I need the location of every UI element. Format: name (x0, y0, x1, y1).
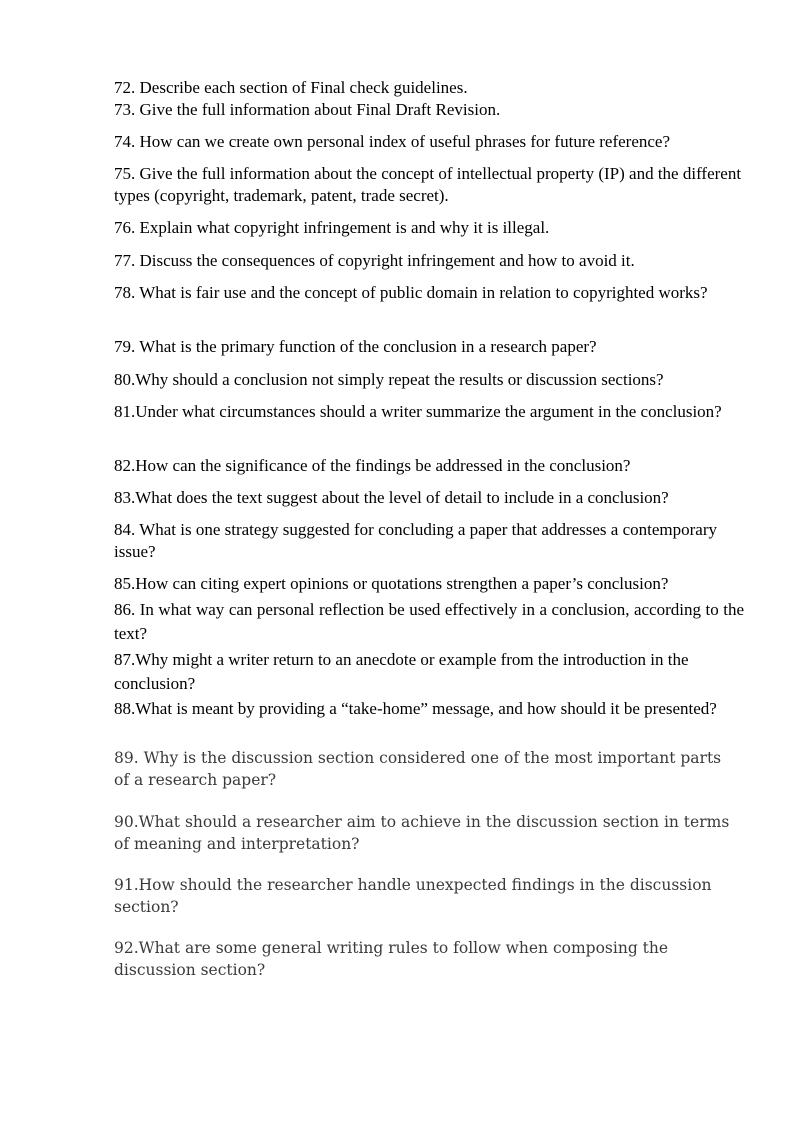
question-92: 92.What are some general writing rules to follow when composing the discussion section? (114, 939, 669, 979)
question-81: 81.Under what circumstances should a writer summarize the argument in the conclusion? (114, 402, 722, 421)
question-83: 83.What does the text suggest about the level of detail to include in a conclusion? (114, 488, 669, 507)
question-72: 72. Describe each section of Final check guidelines. (114, 78, 468, 97)
question-85: 85.How can citing expert opinions or quotations strengthen a paper’s conclusion? (114, 574, 669, 593)
question-76: 76. Explain what copyright infringement is and why it is illegal. (114, 218, 550, 237)
question-90: 90.What should a researcher aim to achieve in the discussion section in terms of meaning and interpretation? (114, 813, 730, 853)
question-80: 80.Why should a conclusion not simply repeat the results or discussion sections? (114, 370, 664, 389)
question-91: 91.How should the researcher handle unexpected findings in the discussion section? (114, 876, 712, 916)
question-89: 89. Why is the discussion section considered one of the most important parts of a research paper? (114, 749, 722, 789)
question-88: 88.What is meant by providing a “take-home” message, and how should it be presented? (114, 699, 717, 718)
question-84: 84. What is one strategy suggested for concluding a paper that addresses a contemporary issue? (114, 520, 717, 561)
question-75: 75. Give the full information about the concept of intellectual property (IP) and the different types (copyright, trademark, patent, trade secret). (114, 164, 742, 205)
question-86: 86. In what way can personal reflection be used effectively in a conclusion, according to the text? (114, 600, 744, 643)
question-78: 78. What is fair use and the concept of public domain in relation to copyrighted works? (114, 283, 708, 302)
question-73: 73. Give the full information about Final Draft Revision. (114, 100, 501, 119)
question-87: 87.Why might a writer return to an anecdote or example from the introduction in the conclusion? (114, 650, 689, 693)
question-79: 79. What is the primary function of the conclusion in a research paper? (114, 337, 597, 356)
question-77: 77. Discuss the consequences of copyright infringement and how to avoid it. (114, 251, 635, 270)
question-82: 82.How can the significance of the findings be addressed in the conclusion? (114, 456, 631, 475)
question-74: 74. How can we create own personal index of useful phrases for future reference? (114, 132, 671, 151)
